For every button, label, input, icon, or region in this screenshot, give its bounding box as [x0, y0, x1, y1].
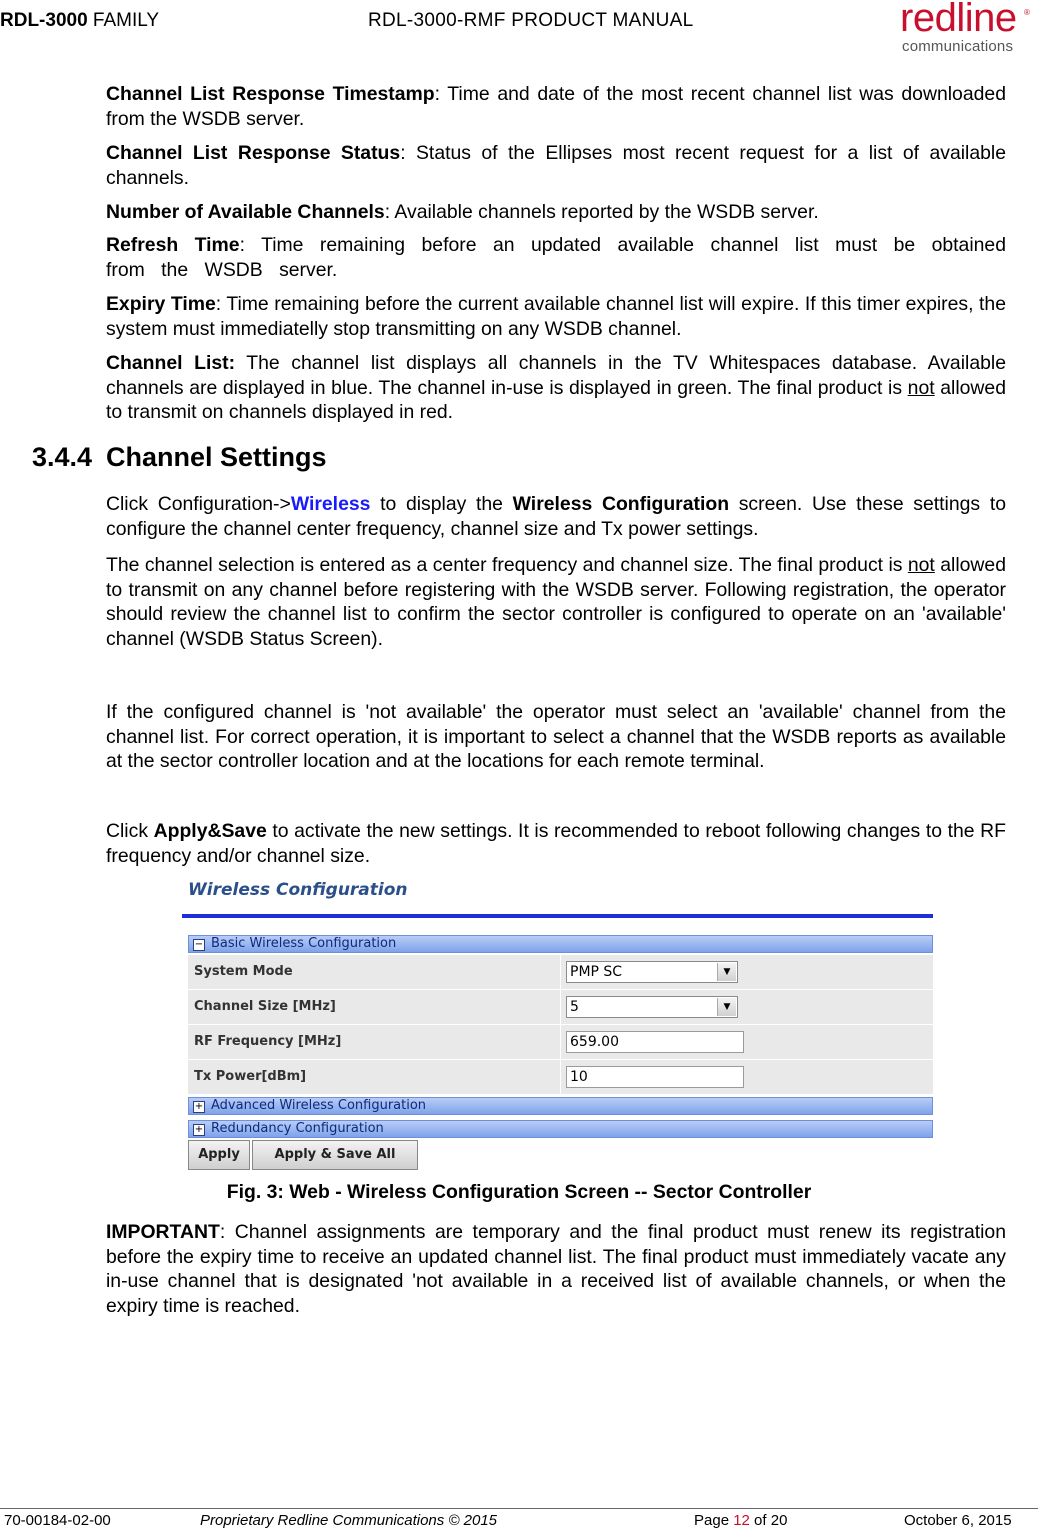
- section-title: Channel Settings: [106, 442, 327, 472]
- dropdown-arrow-icon[interactable]: ▼: [717, 998, 736, 1016]
- row-system-mode: [188, 955, 933, 990]
- footer-divider: [0, 1508, 1038, 1509]
- label-rf-frequency: RF Frequency [MHz]: [194, 1025, 561, 1059]
- footer-copyright-text: Proprietary Redline Communications © 2015: [200, 1512, 498, 1529]
- underlined-not-2: not: [907, 554, 935, 576]
- footer-page: [694, 1512, 787, 1529]
- para-important: [106, 1220, 1006, 1318]
- text-channel-list-a: The channel list displays all channels in the TV Whitespaces database. Available channels are displayed in blue. The channel in-use is displayed in green. The final product is: [106, 352, 1006, 399]
- term-channel-list: Channel List:: [106, 352, 236, 374]
- label-channel-size: Channel Size [MHz]: [194, 990, 561, 1024]
- para-expiry: [106, 292, 1006, 341]
- term-important: IMPORTANT: [106, 1221, 220, 1243]
- title-rule: [182, 914, 933, 918]
- page-number: 12: [733, 1512, 750, 1529]
- term-timestamp: Channel List Response Timestamp: [106, 83, 435, 105]
- para-click-config: [106, 492, 1006, 541]
- system-mode-value: PMP SC: [570, 964, 623, 980]
- expand-icon[interactable]: +: [194, 1124, 204, 1135]
- text-apply-b: to activate the new settings. It is recommended to reboot following changes to the RF frequency and/or channel size.: [106, 820, 1006, 867]
- row-rf-frequency: [188, 1025, 933, 1060]
- para-not-available: [106, 700, 1006, 774]
- text-timestamp: : Time and date of the most recent channel list was downloaded from the WSDB server.: [106, 83, 1006, 130]
- para-apply-save: [106, 819, 1006, 868]
- text-wireless-configuration: Wireless Configuration: [512, 493, 730, 515]
- para-refresh: [106, 233, 1006, 282]
- text-click-config-b: to display the: [370, 493, 513, 515]
- para-status: [106, 141, 1006, 190]
- header-family: [0, 10, 159, 32]
- redline-logo: [900, 2, 1034, 58]
- footer-doc-number: 70-00184-02-00: [4, 1512, 111, 1529]
- para-available: [106, 200, 1006, 225]
- page-prefix: Page: [694, 1512, 734, 1529]
- label-system-mode: System Mode: [194, 955, 561, 989]
- section-heading: [32, 442, 327, 473]
- text-not-available: If the configured channel is 'not available' the operator must select an 'available' channel from the channel list. For correct operation, it is important to select a channel that the WSDB reports as available at the sector controller location and at the locations for each remote terminal.: [106, 701, 1006, 772]
- logo-word: redline: [900, 0, 1017, 40]
- header-manual-title: RDL-3000-RMF PRODUCT MANUAL: [368, 10, 694, 31]
- footer-date: October 6, 2015: [904, 1512, 1012, 1529]
- term-available: Number of Available Channels: [106, 201, 385, 223]
- header-family-bold: RDL-3000: [0, 10, 88, 31]
- row-channel-size: [188, 990, 933, 1025]
- figure-caption: Fig. 3: Web - Wireless Configuration Screen -- Sector Controller: [226, 1181, 812, 1203]
- text-channel-list-b: allowed to transmit on channels displayed in red.: [106, 376, 1006, 423]
- expand-icon[interactable]: +: [194, 1101, 204, 1112]
- rf-frequency-input[interactable]: 659.00: [566, 1031, 744, 1053]
- basic-section-bar[interactable]: [188, 935, 933, 953]
- tx-power-input[interactable]: 10: [566, 1066, 744, 1088]
- wireless-link[interactable]: Wireless: [290, 493, 371, 515]
- page-suffix: of 20: [749, 1512, 788, 1529]
- para-channel-list: [106, 351, 1006, 425]
- para-channel-selection: [106, 553, 1006, 651]
- advanced-section-bar[interactable]: [188, 1097, 933, 1115]
- apply-save-all-button[interactable]: Apply & Save All: [252, 1140, 418, 1170]
- text-click-config-c: screen. Use these settings to configure the channel center frequency, channel size and Tx power settings.: [106, 493, 1006, 540]
- text-status: : Status of the Ellipses most recent request for a list of available channels.: [106, 142, 1006, 189]
- redundancy-section-label: Redundancy Configuration: [211, 1121, 384, 1136]
- text-available: : Available channels reported by the WSDB server.: [384, 201, 819, 223]
- collapse-icon[interactable]: −: [194, 939, 204, 950]
- screen-title: Wireless Configuration: [188, 880, 408, 900]
- label-tx-power: Tx Power[dBm]: [194, 1060, 561, 1094]
- section-number: 3.4.4: [32, 442, 93, 472]
- text-apply-a: Click: [106, 820, 154, 842]
- basic-section-label: Basic Wireless Configuration: [211, 936, 397, 951]
- channel-size-value: 5: [570, 999, 579, 1015]
- wireless-config-screenshot: [182, 874, 933, 1172]
- logo-subtitle: communications: [902, 38, 1014, 55]
- text-expiry: : Time remaining before the current available channel list will expire. If this timer expires, the system must immediatelly stop transmitting on any WSDB channel.: [106, 293, 1006, 340]
- underlined-not: not: [907, 376, 935, 399]
- logo-registered-mark: ®: [1024, 8, 1030, 17]
- footer-copyright: [200, 1512, 497, 1529]
- text-refresh: : Time remaining before an updated available channel list must be obtained from the WSDB server.: [106, 234, 1007, 281]
- term-expiry: Expiry Time: [106, 293, 216, 315]
- system-mode-select[interactable]: [566, 961, 738, 983]
- term-refresh: Refresh Time: [106, 234, 240, 256]
- channel-size-select[interactable]: [566, 996, 738, 1018]
- dropdown-arrow-icon[interactable]: ▼: [717, 963, 736, 981]
- apply-button[interactable]: Apply: [188, 1140, 250, 1170]
- advanced-section-label: Advanced Wireless Configuration: [211, 1098, 427, 1113]
- text-important: : Channel assignments are temporary and the final product must renew its registration before the expiry time to receive an updated channel list. The final product must immediately vacate any in-use channel that is designated 'not available in a received list of available channels, or when the expiry time is reached.: [106, 1221, 1006, 1317]
- header-family-rest: FAMILY: [87, 10, 160, 31]
- row-tx-power: [188, 1060, 933, 1095]
- text-channel-selection-a: The channel selection is entered as a center frequency and channel size. The final product is: [106, 554, 908, 576]
- para-timestamp: [106, 82, 1006, 131]
- term-status: Channel List Response Status: [106, 142, 401, 164]
- text-click-config-a: Click Configuration->: [106, 493, 291, 515]
- text-channel-selection-b: allowed to transmit on any channel before registering with the WSDB server. Following registration, the operator should review the channel list to confirm the sector controller is configured to operate on an 'available' channel (WSDB Status Screen).: [106, 554, 1006, 650]
- text-apply-save: Apply&Save: [153, 820, 267, 842]
- redundancy-section-bar[interactable]: [188, 1120, 933, 1138]
